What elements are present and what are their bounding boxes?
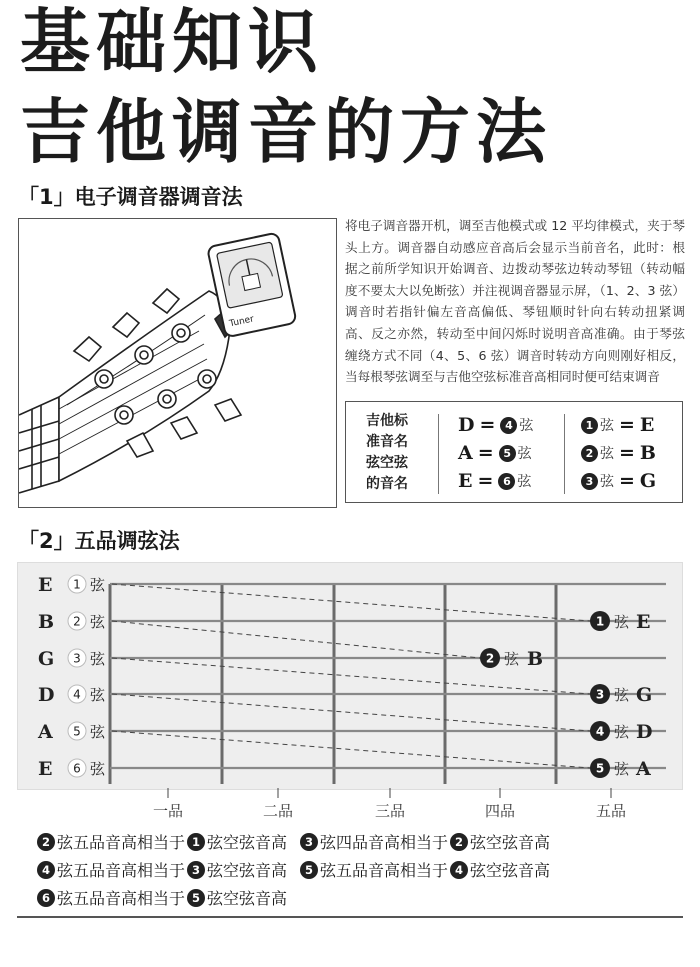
note-text: 弦五品音高相当于	[57, 833, 186, 852]
string-number-badge: 1	[581, 417, 598, 434]
string-label: 弦	[517, 474, 532, 490]
string-number-badge: 2	[450, 833, 468, 851]
fret5-label	[590, 684, 652, 706]
note-letter: A	[636, 758, 651, 780]
note-letter: B	[527, 648, 544, 670]
note-letter: D	[458, 414, 475, 436]
note-letter: B	[639, 442, 656, 464]
note-letter: E	[639, 414, 655, 436]
string-label: 弦	[600, 418, 614, 434]
string-label: 弦	[614, 613, 630, 631]
string-number-badge: 1	[187, 833, 205, 851]
equals-sign: =	[477, 470, 494, 492]
string-label: 弦	[90, 760, 106, 778]
note-letter: A	[38, 721, 53, 743]
note-letter: B	[38, 611, 55, 633]
string-number-badge: 5	[187, 889, 205, 907]
note-letter: D	[636, 721, 653, 743]
note-text: 弦五品音高相当于	[320, 861, 449, 880]
string-number-badge: 4	[37, 861, 55, 879]
string-label: 弦	[614, 723, 630, 741]
string-label: 弦	[504, 650, 520, 668]
equals-sign: =	[619, 442, 635, 464]
string-number: 6	[73, 761, 81, 776]
fret-label: 二品	[262, 802, 294, 820]
string-label: 弦	[90, 613, 106, 631]
std-label-line: 吉他标	[366, 413, 408, 429]
note-letter: G	[38, 648, 55, 670]
string-number: 3	[595, 687, 605, 702]
string-number: 4	[73, 687, 81, 702]
string-number: 5	[595, 761, 605, 776]
string-number: 3	[73, 651, 81, 666]
tuner-brand-label: Tuner	[228, 314, 255, 330]
string-number: 2	[485, 651, 495, 666]
string-number: 5	[73, 724, 81, 739]
string-left-label	[38, 684, 106, 706]
string-left-label	[38, 648, 106, 670]
string-label: 弦	[600, 474, 614, 490]
fret-label: 四品	[484, 802, 516, 820]
string-number: 2	[73, 614, 81, 629]
equals-sign: =	[477, 442, 494, 464]
note-text: 弦空弦音高	[207, 861, 288, 880]
string-label: 弦	[90, 686, 106, 704]
tuning-note	[298, 858, 550, 881]
std-label-line: 的音名	[366, 476, 408, 492]
string-left-label	[38, 611, 106, 633]
std-label-line: 弦空弦	[366, 455, 408, 471]
fret-label: 三品	[374, 802, 406, 820]
fret4-label	[480, 648, 543, 670]
string-number-badge: 3	[581, 473, 598, 490]
string-number-badge: 4	[500, 417, 517, 434]
string-label: 弦	[614, 760, 630, 778]
string-number-badge: 2	[581, 445, 598, 462]
note-text: 弦空弦音高	[207, 833, 288, 852]
string-label: 弦	[519, 418, 534, 434]
string-left-label	[38, 574, 106, 596]
tuning-note	[35, 830, 287, 853]
string-number-badge: 3	[187, 861, 205, 879]
title-line-2: 吉他调音的方法	[20, 91, 552, 173]
note-letter: D	[38, 684, 55, 706]
note-text: 弦五品音高相当于	[57, 889, 186, 908]
string-label: 弦	[90, 723, 106, 741]
string-number-badge: 4	[450, 861, 468, 879]
note-letter: E	[458, 470, 473, 492]
tuning-note	[298, 830, 550, 853]
string-number-badge: 5	[300, 861, 318, 879]
equals-sign: =	[479, 414, 496, 436]
section2-heading: 「2」五品调弦法	[18, 529, 180, 553]
fret5-label	[590, 611, 650, 633]
string-number: 1	[595, 614, 605, 629]
note-letter: G	[636, 684, 653, 706]
string-number-badge: 3	[300, 833, 318, 851]
bottom-divider	[17, 916, 683, 918]
equals-sign: =	[619, 470, 635, 492]
note-text: 弦空弦音高	[470, 861, 551, 880]
fret-label: 一品	[152, 802, 184, 820]
note-text: 弦空弦音高	[207, 889, 288, 908]
title-line-1: 基础知识	[20, 1, 324, 83]
string-number: 4	[595, 724, 605, 739]
string-label: 弦	[90, 576, 106, 594]
note-text: 弦空弦音高	[470, 833, 551, 852]
string-number-badge: 6	[498, 473, 515, 490]
note-letter: G	[639, 470, 657, 492]
note-letter: E	[636, 611, 651, 633]
section1-heading: 「1」电子调音器调音法	[18, 185, 243, 209]
equals-sign: =	[619, 414, 635, 436]
note-letter: E	[38, 758, 53, 780]
note-text: 弦五品音高相当于	[57, 861, 186, 880]
string-number: 1	[73, 577, 81, 592]
string-label: 弦	[614, 686, 630, 704]
string-label: 弦	[90, 650, 106, 668]
fret5-label	[590, 721, 652, 743]
tuner-method-description: 将电子调音器开机，调至吉他模式或 12 平均律模式，夹于琴头上方。调音器自动感应音高后会显示当前音名，此时：根据之前所学知识开始调音、边拨动琴弦边转动琴钮（转动幅度不要太大以免断弦）并注视调音器显示屏，（1、2、3 弦）调音时若指针偏左音高偏低、琴钮顺时针向右转动扭紧调高、反之亦然，转动至中间闪烁时说明音高准确。由于琴弦缠绕方式不同（4、5、6 弦）调音时转动方向则刚好相反，当每根琴弦调至与吉他空弦标准音高相同时便可结束调音	[345, 218, 685, 385]
note-text: 弦四品音高相当于	[320, 833, 449, 852]
tuning-note	[35, 858, 287, 881]
tuning-note	[35, 886, 287, 909]
std-label-line: 准音名	[366, 434, 408, 450]
fret5-label	[590, 758, 651, 780]
string-number-badge: 6	[37, 889, 55, 907]
string-left-label	[38, 758, 106, 780]
note-letter: A	[458, 442, 473, 464]
string-number-badge: 2	[37, 833, 55, 851]
string-label: 弦	[600, 446, 614, 462]
string-left-label	[37, 721, 106, 743]
string-number-badge: 5	[499, 445, 516, 462]
string-label: 弦	[517, 446, 532, 462]
fret-label: 五品	[595, 802, 627, 820]
note-letter: E	[38, 574, 53, 596]
